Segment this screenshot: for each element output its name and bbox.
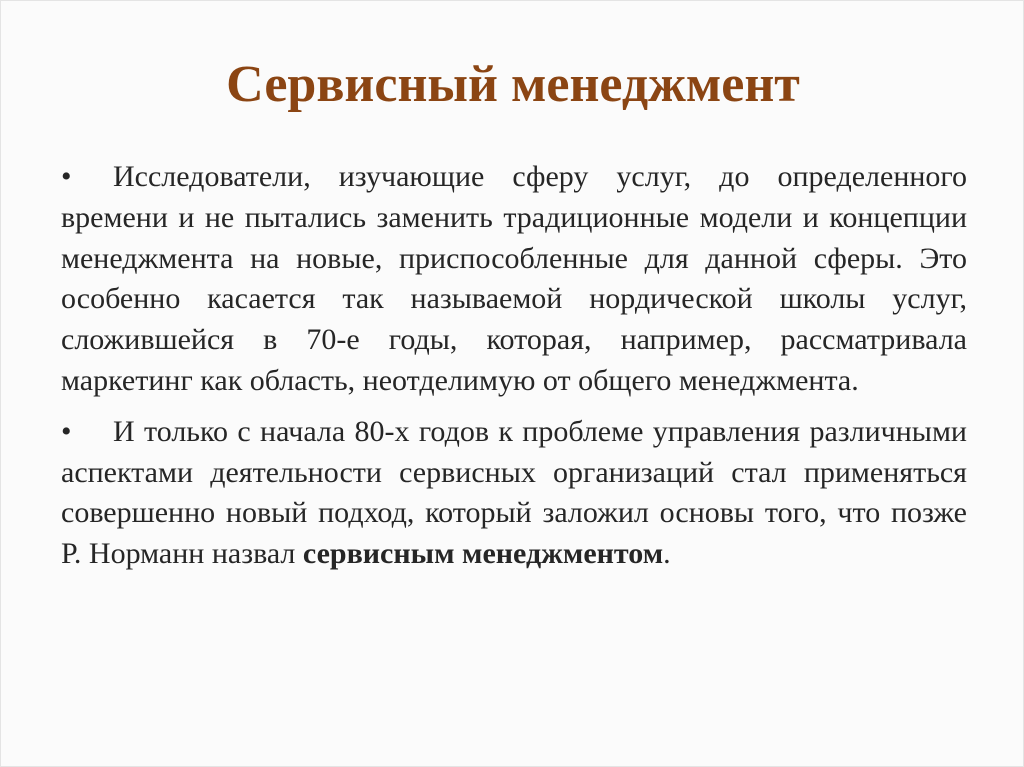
bullet-marker: • bbox=[61, 160, 72, 193]
bullet-text-end: . bbox=[663, 537, 671, 571]
bullet-item bbox=[61, 157, 967, 402]
bullet-marker: • bbox=[61, 414, 72, 448]
bullet-text: Исследователи, изучающие сферу услуг, до определенного времени и не пытались заменить традиционные модели и концепции менеджмента на новые, приспособленные для данной сферы. Это особенно касается так называемой нордической школы услуг, сложившейся в 70-е годы, которая, например, рассматривала маркетинг как область, неотделимую от общего менеджмента. bbox=[61, 160, 967, 397]
slide-title: Сервисный менеджмент bbox=[226, 56, 800, 113]
bullet-list bbox=[61, 157, 967, 585]
bullet-text: И только с начала 80-х годов к проблеме управления различными аспектами деятельности сервисных организаций стал применяться совершенно новый подход, который заложил основы того, что позже Р. Норманн назвал bbox=[61, 414, 967, 571]
bullet-text-bold: сервисным менеджментом bbox=[302, 537, 664, 571]
bullet-item bbox=[61, 412, 967, 575]
